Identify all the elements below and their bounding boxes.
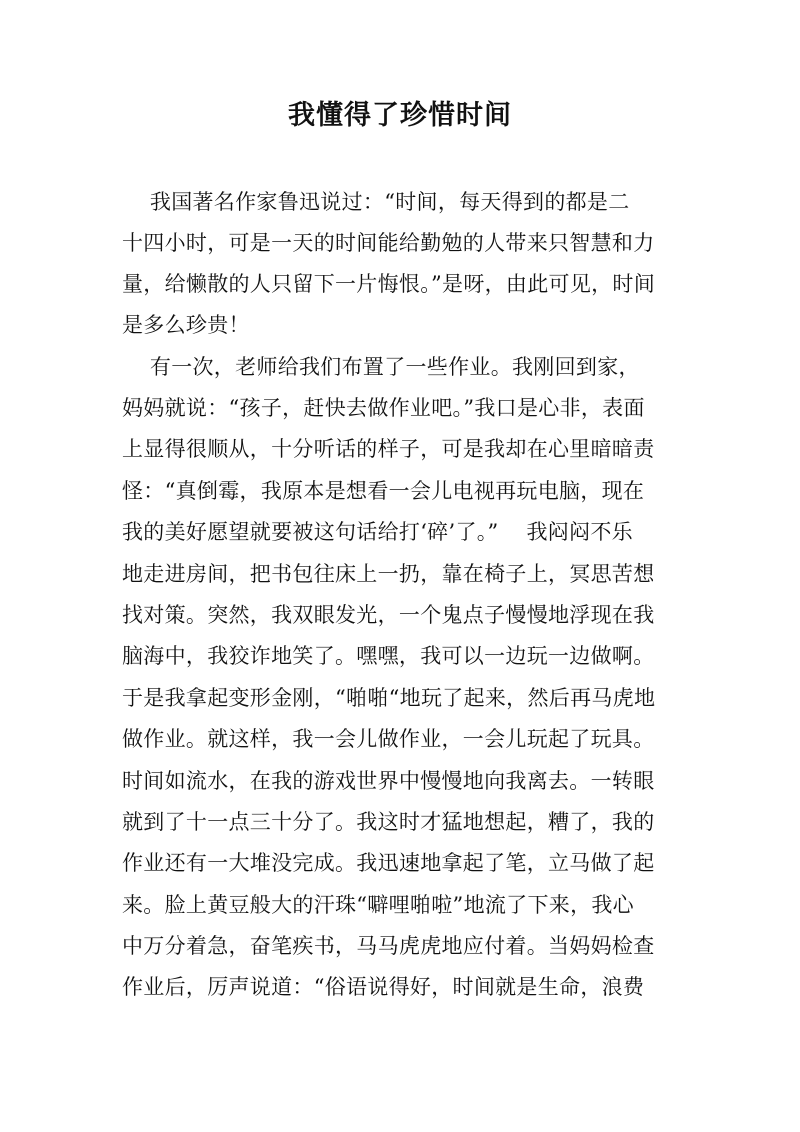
text-line: 我国著名作家鲁迅说过：“时间，每天得到的都是二	[122, 190, 630, 214]
text-line: 十四小时，可是一天的时间能给勤勉的人带来只智慧和力	[122, 231, 655, 255]
text-line: 作业后，厉声说道：“俗语说得好，时间就是生命，浪费	[122, 975, 645, 999]
text-line: 妈妈就说：“孩子，赶快去做作业吧。”我口是心非，表面	[122, 396, 645, 420]
text-line: 做作业。就这样，我一会儿做作业，一会儿玩起了玩具。	[122, 727, 655, 751]
text-line: 量，给懒散的人只留下一片悔恨。”是呀，由此可见，时间	[122, 272, 656, 296]
text-line: 来。脸上黄豆般大的汗珠“噼哩啪啦”地流了下来，我心	[122, 893, 634, 917]
text-line: 脑海中，我狡诈地笑了。嘿嘿，我可以一边玩一边做啊。	[122, 644, 655, 668]
document-title: 我懂得了珍惜时间	[288, 100, 512, 131]
text-line: 时间如流水，在我的游戏世界中慢慢地向我离去。一转眼	[122, 769, 655, 793]
text-line: 地走进房间，把书包往床上一扔，靠在椅子上，冥思苦想	[122, 562, 655, 586]
text-line: 中万分着急，奋笔疾书，马马虎虎地应付着。当妈妈检查	[122, 934, 655, 958]
text-line: 怪：“真倒霉，我原本是想看一会儿电视再玩电脑，现在	[122, 479, 645, 503]
text-line: 于是我拿起变形金刚，“啪啪“地玩了起来，然后再马虎地	[122, 686, 656, 710]
text-line: 上显得很顺从，十分听话的样子，可是我却在心里暗暗责	[122, 437, 655, 461]
text-line: 找对策。突然，我双眼发光，一个鬼点子慢慢地浮现在我	[122, 603, 655, 627]
text-line: 有一次，老师给我们布置了一些作业。我刚回到家，	[122, 355, 640, 379]
text-line: 我的美好愿望就要被这句话给打‘碎’了。” 我闷闷不乐	[122, 520, 633, 544]
text-line: 作业还有一大堆没完成。我迅速地拿起了笔，立马做了起	[122, 851, 655, 875]
text-line: 就到了十一点三十分了。我这时才猛地想起，糟了，我的	[122, 810, 655, 834]
text-line: 是多么珍贵！	[122, 313, 250, 337]
